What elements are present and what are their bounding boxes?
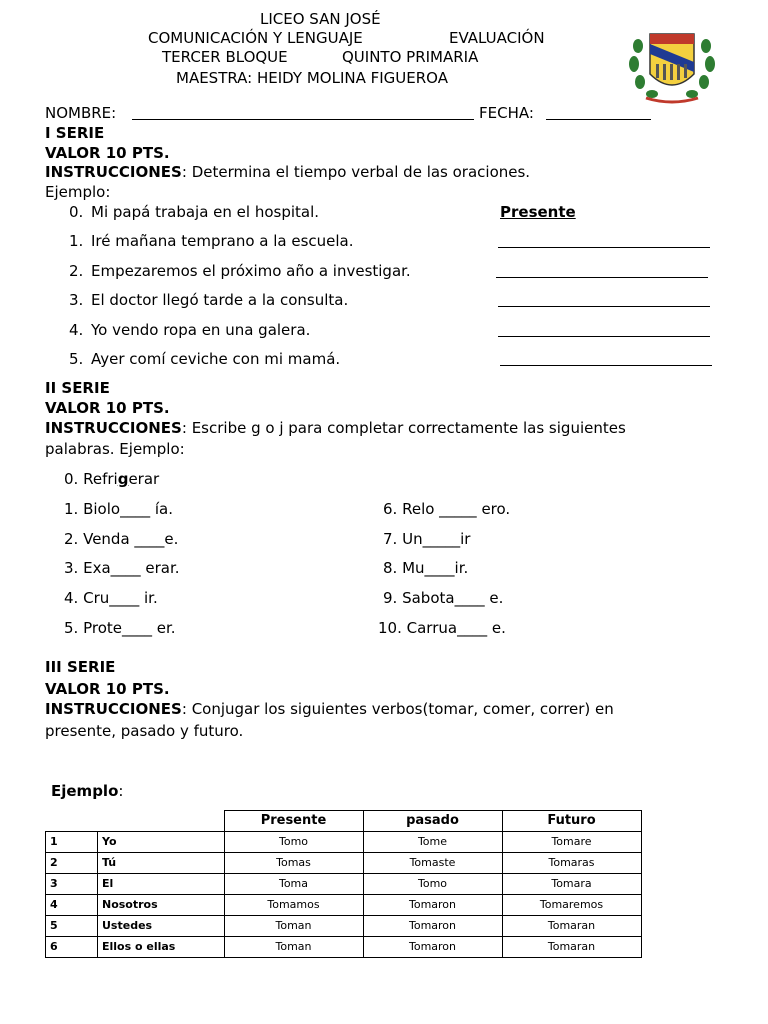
list-item: 7. Un_____ir <box>383 530 471 548</box>
row-number: 1 <box>46 831 98 852</box>
row-subject: Nosotros <box>98 894 225 915</box>
cell-futuro: Tomara <box>502 873 641 894</box>
cell-pasado: Tomaron <box>363 915 502 936</box>
cell-futuro: Tomaran <box>502 936 641 957</box>
row-subject: Tú <box>98 852 225 873</box>
list-item: 2. <box>69 262 84 280</box>
table-row <box>46 831 642 852</box>
cell-presente: Toman <box>224 936 363 957</box>
list-item: 3. <box>69 291 84 309</box>
list-item: 3. Exa____ erar. <box>64 559 180 577</box>
column-header: Presente <box>224 811 363 832</box>
list-item: 4. Cru____ ir. <box>64 589 158 607</box>
teacher-name: MAESTRA: HEIDY MOLINA FIGUEROA <box>176 69 448 87</box>
conjugation-table <box>45 810 642 958</box>
list-item: 1. <box>69 232 84 250</box>
serie3-instructions: INSTRUCCIONES: Conjugar los siguientes verbos(tomar, comer, correr) en <box>45 700 614 718</box>
serie3-value: VALOR 10 PTS. <box>45 680 170 698</box>
serie1-example-label: Ejemplo: <box>45 183 111 201</box>
table-row <box>46 936 642 957</box>
table-header-row <box>46 811 642 832</box>
answer-blank[interactable] <box>498 306 710 307</box>
cell-presente: Tomo <box>224 831 363 852</box>
row-subject: Yo <box>98 831 225 852</box>
serie2-instructions-cont: palabras. Ejemplo: <box>45 440 185 458</box>
serie1-value: VALOR 10 PTS. <box>45 144 170 162</box>
list-item: Yo vendo ropa en una galera. <box>91 321 311 339</box>
cell-futuro: Tomaran <box>502 915 641 936</box>
row-number: 5 <box>46 915 98 936</box>
list-item: 9. Sabota____ e. <box>383 589 504 607</box>
list-item: 2. Venda ____e. <box>64 530 179 548</box>
school-logo <box>626 22 718 104</box>
cell-pasado: Tomo <box>363 873 502 894</box>
cell-futuro: Tomaremos <box>502 894 641 915</box>
list-item: 4. <box>69 321 84 339</box>
cell-futuro: Tomaras <box>502 852 641 873</box>
list-item: 1. Biolo____ ía. <box>64 500 173 518</box>
answer-blank[interactable] <box>500 365 712 366</box>
cell-presente: Toma <box>224 873 363 894</box>
serie1-instructions: INSTRUCCIONES: Determina el tiempo verbal de las oraciones. <box>45 163 531 181</box>
cell-presente: Tomas <box>224 852 363 873</box>
block-label: TERCER BLOQUE <box>162 48 288 66</box>
list-item: 10. Carrua____ e. <box>378 619 506 637</box>
answer-blank[interactable] <box>496 277 708 278</box>
table-row <box>46 915 642 936</box>
answer-blank[interactable] <box>498 336 710 337</box>
cell-pasado: Tomaron <box>363 894 502 915</box>
column-header: Futuro <box>502 811 641 832</box>
serie3-example-label: Ejemplo: <box>51 782 124 800</box>
row-subject: El <box>98 873 225 894</box>
serie2-title: II SERIE <box>45 379 110 397</box>
name-field[interactable] <box>132 119 474 120</box>
serie3-title: III SERIE <box>45 658 116 676</box>
table-row <box>46 852 642 873</box>
serie1-title: I SERIE <box>45 124 105 142</box>
school-name: LICEO SAN JOSÉ <box>260 10 381 28</box>
list-item: El doctor llegó tarde a la consulta. <box>91 291 349 309</box>
list-item: Empezaremos el próximo año a investigar. <box>91 262 411 280</box>
cell-pasado: Tomaste <box>363 852 502 873</box>
grade-label: QUINTO PRIMARIA <box>342 48 479 66</box>
row-number: 3 <box>46 873 98 894</box>
serie3-instructions-cont: presente, pasado y futuro. <box>45 722 244 740</box>
cell-presente: Toman <box>224 915 363 936</box>
list-item: 5. Prote____ er. <box>64 619 176 637</box>
table-row <box>46 894 642 915</box>
serie2-instructions: INSTRUCCIONES: Escribe g o j para completar correctamente las siguientes <box>45 419 626 437</box>
cell-pasado: Tomaron <box>363 936 502 957</box>
row-number: 4 <box>46 894 98 915</box>
name-label: NOMBRE: <box>45 104 117 122</box>
row-number: 2 <box>46 852 98 873</box>
list-item: 8. Mu____ir. <box>383 559 469 577</box>
list-item: 6. Relo _____ ero. <box>383 500 511 518</box>
list-item: Iré mañana temprano a la escuela. <box>91 232 354 250</box>
serie1-example-answer: Presente <box>500 203 576 221</box>
serie1-example-text: Mi papá trabaja en el hospital. <box>91 203 320 221</box>
serie2-value: VALOR 10 PTS. <box>45 399 170 417</box>
evaluation-label: EVALUACIÓN <box>449 29 545 47</box>
cell-pasado: Tome <box>363 831 502 852</box>
subject-title: COMUNICACIÓN Y LENGUAJE <box>148 29 363 47</box>
date-field[interactable] <box>546 119 651 120</box>
date-label: FECHA: <box>479 104 534 122</box>
serie1-example-num: 0. <box>69 203 84 221</box>
list-item: Ayer comí ceviche con mi mamá. <box>91 350 341 368</box>
row-subject: Ustedes <box>98 915 225 936</box>
column-header: pasado <box>363 811 502 832</box>
cell-futuro: Tomare <box>502 831 641 852</box>
serie2-example: 0. Refrigerar <box>64 470 160 488</box>
list-item: 5. <box>69 350 84 368</box>
cell-presente: Tomamos <box>224 894 363 915</box>
table-row <box>46 873 642 894</box>
row-number: 6 <box>46 936 98 957</box>
answer-blank[interactable] <box>498 247 710 248</box>
row-subject: Ellos o ellas <box>98 936 225 957</box>
